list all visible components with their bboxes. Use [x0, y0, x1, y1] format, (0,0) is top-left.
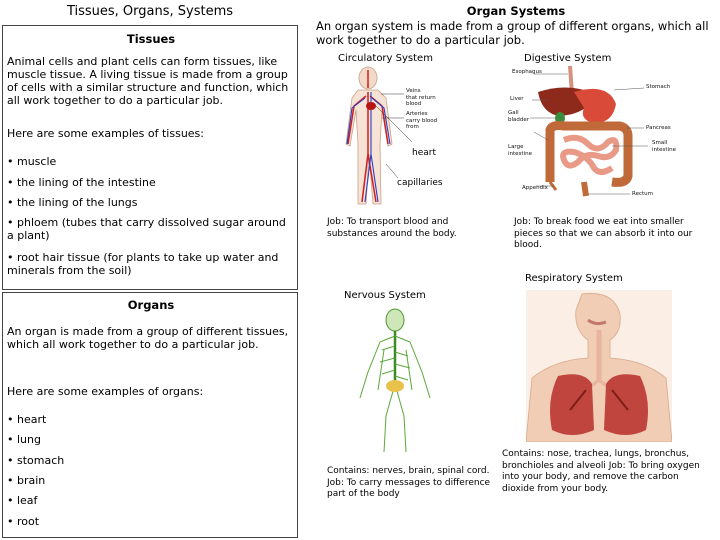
tissues-intro: Animal cells and plant cells can form tissues, like muscle tissue. A living tissue is made from a group of cells with a similar structure and function, which all work together to do a particular job.	[7, 55, 289, 107]
organ-systems-heading: Organ Systems	[466, 4, 566, 18]
pancreas-label: Pancreas	[646, 125, 671, 131]
organs-panel	[2, 292, 298, 538]
nervous-title: Nervous System	[344, 290, 426, 301]
large-intestine-label: Large intestine	[508, 144, 532, 157]
tissues-panel	[2, 25, 298, 290]
organ-example-item: • brain	[7, 474, 46, 487]
capillaries-label: capillaries	[397, 178, 443, 188]
nervous-system-illustration	[350, 306, 440, 456]
heart-label: heart	[412, 148, 436, 158]
tissues-heading: Tissues	[126, 32, 176, 46]
organs-intro: An organ is made from a group of different tissues, which all work together to do a particular job.	[7, 325, 289, 351]
circulatory-job: Job: To transport blood and substances around the body.	[327, 217, 457, 239]
organs-heading: Organs	[127, 298, 175, 312]
stomach-label: Stomach	[646, 84, 671, 90]
organ-example-item: • root	[7, 515, 40, 528]
organ-example-item: • leaf	[7, 494, 38, 507]
organs-examples-intro: Here are some examples of organs:	[7, 385, 204, 398]
arteries-label: Arteries carry blood from	[406, 111, 438, 130]
tissue-example-item: • root hair tissue (for plants to take up water and minerals from the soil)	[7, 251, 279, 277]
respiratory-contains: Contains: nose, trachea, lungs, bronchus, bronchioles and alveoli Job: To bring oxygen into your body, and remove the carbon dioxide from your body.	[502, 449, 700, 494]
tissue-example-item: • muscle	[7, 155, 57, 168]
organ-systems-intro: An organ system is made from a group of different organs, which all work together to do a particular job.	[316, 19, 709, 47]
respiratory-system-illustration	[526, 290, 672, 442]
nervous-contains: Contains: nerves, brain, spinal cord. Job: To carry messages to difference part of the body	[327, 466, 491, 499]
tissues-examples-intro: Here are some examples of tissues:	[7, 127, 204, 140]
tissue-example-item: • the lining of the lungs	[7, 196, 138, 209]
rectum-label: Rectum	[632, 191, 653, 197]
small-intestine-label: Small intestine	[652, 140, 676, 153]
digestive-job: Job: To break food we eat into smaller pieces so that we can absorb it into our blood.	[514, 217, 693, 250]
digestive-system-illustration	[508, 64, 708, 200]
esophagus-label: Esophagus	[512, 69, 542, 75]
digestive-title: Digestive System	[524, 53, 612, 64]
liver-label: Liver	[510, 96, 524, 102]
veins-label: Veins that return blood	[406, 88, 436, 107]
circulatory-system-illustration	[326, 64, 436, 214]
appendix-label: Appendix	[522, 185, 548, 191]
organ-example-item: • stomach	[7, 454, 65, 467]
page-title: Tissues, Organs, Systems	[66, 4, 234, 19]
organ-example-item: • heart	[7, 413, 47, 426]
gall-bladder-label: Gall bladder	[508, 110, 530, 123]
organ-example-item: • lung	[7, 433, 41, 446]
circulatory-title: Circulatory System	[338, 53, 433, 64]
tissue-example-item: • the lining of the intestine	[7, 176, 156, 189]
tissue-example-item: • phloem (tubes that carry dissolved sugar around a plant)	[7, 216, 286, 242]
respiratory-title: Respiratory System	[525, 273, 623, 284]
